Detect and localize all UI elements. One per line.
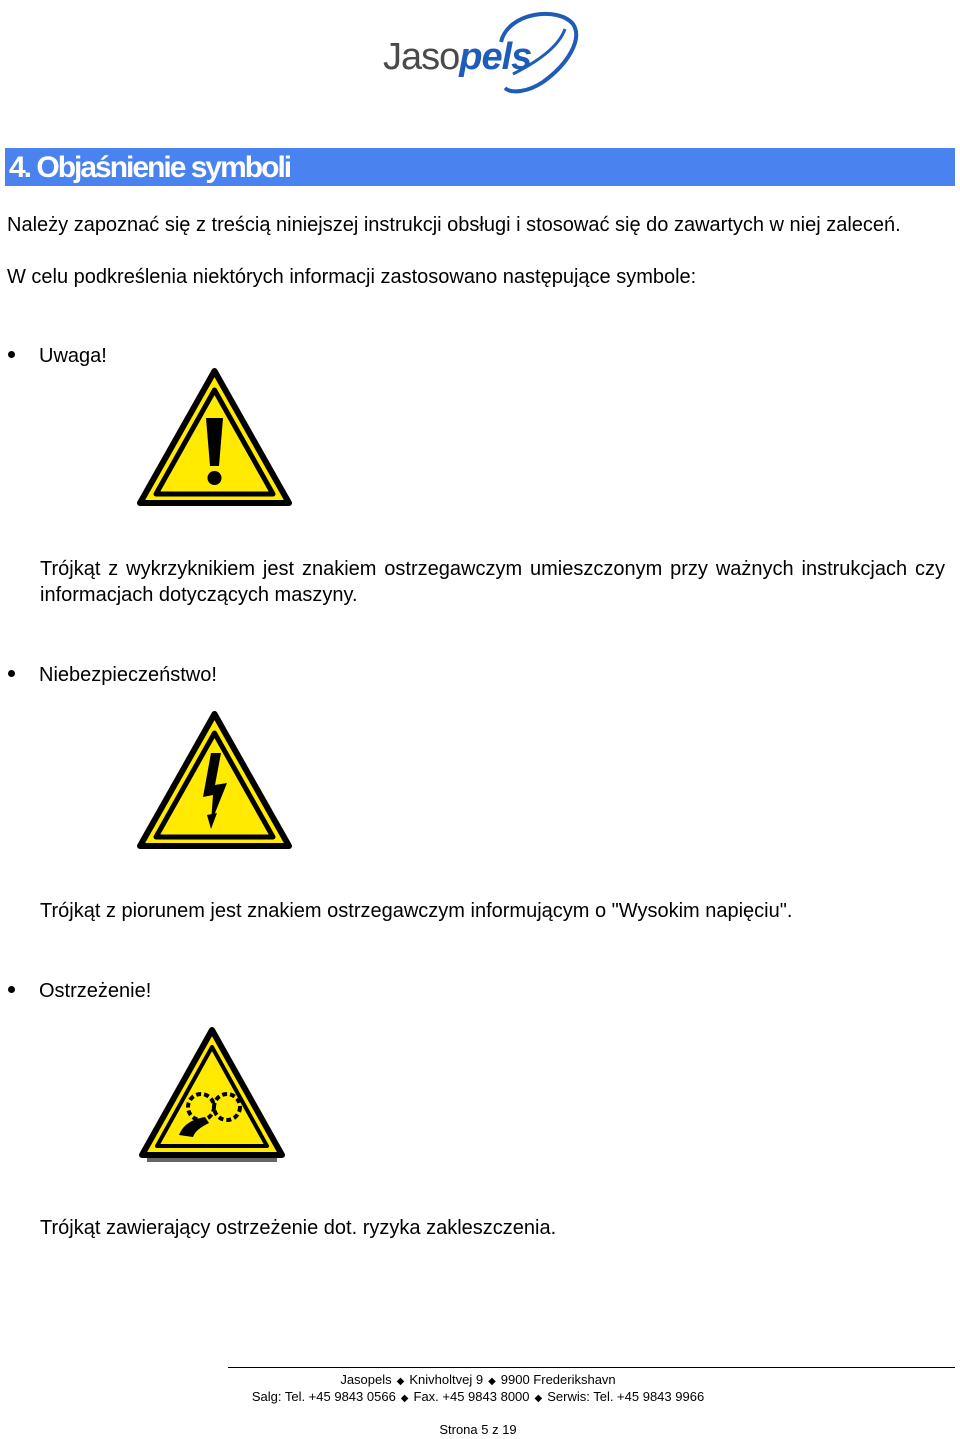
bullet-icon (8, 351, 15, 358)
diamond-separator-icon: ◆ (400, 1393, 409, 1404)
diamond-separator-icon: ◆ (396, 1376, 405, 1387)
high-voltage-warning-icon (137, 711, 292, 849)
footer-address (228, 1372, 728, 1390)
footer-company: Jasopels (340, 1372, 392, 1387)
footer-sales: Salg: Tel. +45 9843 0566 (251, 1389, 396, 1404)
bullet-icon (8, 670, 15, 677)
intro-paragraph-2: W celu podkreślenia niektórych informacji zastosowano następujące symbole: (7, 266, 697, 288)
symbol-item-warning (7, 978, 151, 1004)
footer-contacts (228, 1389, 728, 1407)
footer-service: Serwis: Tel. +45 9843 9966 (547, 1389, 705, 1404)
symbol-title: Ostrzeżenie! (39, 980, 152, 1002)
symbol-description: Trójkąt z piorunem jest znakiem ostrzegawczym informującym o "Wysokim napięciu". (40, 900, 793, 922)
exclamation-warning-icon (137, 368, 292, 506)
intro-paragraph-1: Należy zapoznać się z treścią niniejszej instrukcji obsługi i stosować się do zawartych w niej zaleceń. (7, 214, 901, 236)
footer-fax: Fax. +45 9843 8000 (413, 1389, 530, 1404)
diamond-separator-icon: ◆ (534, 1393, 543, 1404)
page-number: Strona 5 z 19 (439, 1422, 517, 1437)
logo-text-pels: pels (459, 36, 532, 78)
footer-divider (228, 1367, 955, 1368)
symbol-item-danger (7, 662, 217, 688)
section-heading-bar (5, 148, 955, 186)
diamond-separator-icon: ◆ (488, 1376, 496, 1387)
crush-hazard-warning-icon (139, 1027, 285, 1165)
symbol-title: Uwaga! (39, 345, 107, 367)
symbol-description: Trójkąt z wykrzyknikiem jest znakiem ostrzegawczym umieszczonym przy ważnych instrukcjach czy informacjach dotyczących maszyny. (40, 558, 945, 606)
symbol-item-caution (7, 343, 107, 369)
symbol-description: Trójkąt zawierający ostrzeżenie dot. ryzyka zakleszczenia. (40, 1217, 557, 1239)
logo-text-jaso: Jaso (383, 36, 460, 78)
section-heading: 4. Objaśnienie symboli (9, 151, 291, 184)
symbol-title: Niebezpieczeństwo! (39, 664, 217, 686)
footer-city: 9900 Frederikshavn (500, 1372, 616, 1387)
bullet-icon (8, 986, 15, 993)
company-logo (383, 4, 583, 96)
footer-street: Knivholtvej 9 (409, 1372, 484, 1387)
